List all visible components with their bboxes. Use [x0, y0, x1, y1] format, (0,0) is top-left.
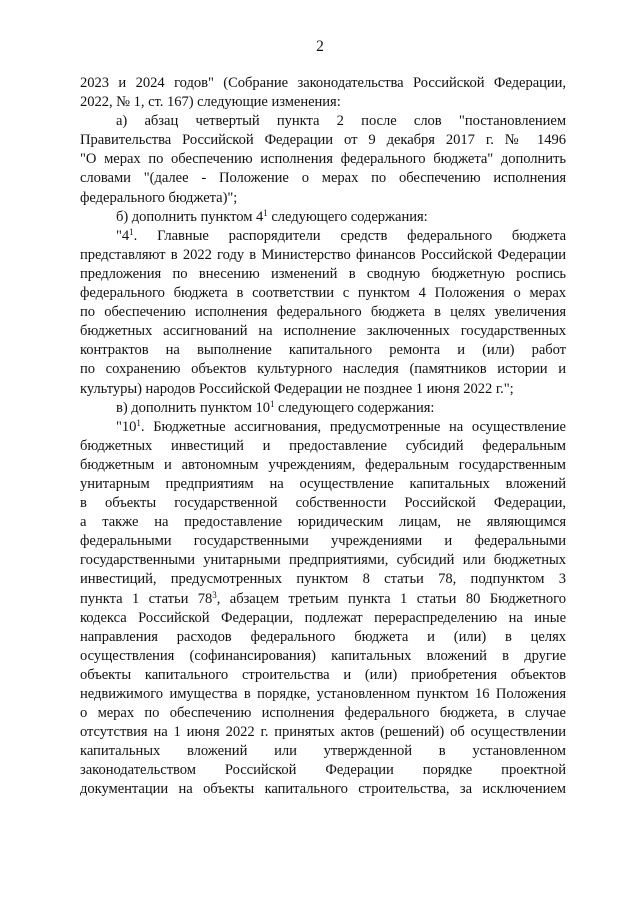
text-line: [80, 456, 566, 475]
text-line-content: государственными унитарными предприятиями, субсидий или бюджетных: [80, 552, 566, 569]
text-line-content: документации на объекты капитального строительства, за исключением: [80, 781, 566, 798]
text-line: [80, 513, 566, 532]
text-line-content: осуществления (софинансирования) капитальных вложений в другие: [80, 647, 566, 664]
text-line: [80, 150, 566, 169]
text-line-content: объекты капитального строительства и (или) приобретения объектов: [80, 666, 566, 683]
text-line: [80, 551, 566, 570]
text-line-content: в объекты государственной собственности Российской Федерации,: [80, 495, 566, 512]
text-line-content: а также на предоставление юридическим лицам, не являющимся: [80, 514, 566, 531]
page-number: 2: [316, 38, 324, 55]
text-line-content: федерального бюджета)";: [80, 189, 238, 206]
text-line-continuation: . Бюджетные ассигнования, предусмотренные на осуществление: [140, 418, 566, 435]
text-line: [80, 208, 566, 227]
text-line: [80, 723, 566, 742]
superscript: 1: [136, 417, 141, 428]
text-line-content: "4: [116, 227, 130, 244]
text-line-content: капитальных вложений или утвержденной в установленном: [80, 743, 566, 760]
text-line: [80, 742, 566, 761]
text-line-content: представляют в 2022 году в Министерство финансов Российской Федерации: [80, 246, 566, 263]
text-line: [80, 341, 566, 360]
text-line: [80, 647, 566, 666]
text-line-continuation: следующего содержания:: [267, 208, 428, 225]
text-line-content: о мерах по обеспечению исполнения федерального бюджета, в случае: [80, 705, 566, 722]
superscript: 1: [263, 207, 268, 218]
text-line: [80, 93, 566, 112]
text-line-continuation: следующего содержания:: [274, 399, 435, 416]
text-line: [80, 227, 566, 246]
text-line: [80, 131, 566, 150]
text-line-content: контрактов на выполнение капитального ремонта и (или) работ: [80, 342, 566, 359]
text-line: [80, 284, 566, 303]
text-line: [80, 399, 566, 418]
text-line-content: предложения по внесению изменений в сводную бюджетную роспись: [80, 265, 566, 282]
text-line-content: "О мерах по обеспечению исполнения федерального бюджета" дополнить: [80, 151, 566, 168]
text-line-content: словами "(далее - Положение о мерах по обеспечению исполнения: [80, 170, 566, 187]
text-line: [80, 380, 566, 399]
text-line: [80, 590, 566, 609]
text-line: [80, 628, 566, 647]
text-line: [80, 475, 566, 494]
text-line-content: унитарным предприятиям на осуществление капитальных вложений: [80, 475, 566, 492]
text-line-content: в) дополнить пунктом 10: [116, 399, 270, 416]
text-line: [80, 189, 566, 208]
text-line: [80, 685, 566, 704]
text-line-content: по сохранению объектов культурного наследия (памятников истории и: [80, 361, 566, 378]
text-line-content: федеральными государственными учреждениями и федеральными: [80, 533, 566, 550]
text-line: [80, 74, 566, 93]
text-line: [80, 437, 566, 456]
text-line-content: Правительства Российской Федерации от 9 декабря 2017 г. № 1496: [80, 132, 566, 149]
text-line-content: а) абзац четвертый пункта 2 после слов "постановлением: [116, 113, 566, 130]
text-line-content: 2023 и 2024 годов" (Собрание законодательства Российской Федерации,: [80, 75, 566, 91]
text-line: [80, 704, 566, 723]
text-line-continuation: , абзацем третьим пункта 1 статьи 80 Бюджетного: [216, 590, 567, 607]
text-line: [80, 532, 566, 551]
text-line-content: "10: [116, 418, 137, 435]
superscript: 3: [212, 589, 217, 600]
text-line-content: законодательством Российской Федерации порядке проектной: [80, 762, 566, 779]
text-line-content: отсутствия на 1 июня 2022 г. принятых актов (решений) об осуществлении: [80, 724, 566, 741]
text-line-content: 2022, № 1, ст. 167) следующие изменения:: [80, 94, 341, 111]
text-line-content: федерального бюджета в соответствии с пунктом 4 Положения о мерах: [80, 285, 566, 302]
text-line: [80, 112, 566, 131]
text-line: [80, 360, 566, 379]
text-line: [80, 761, 566, 780]
text-line: [80, 609, 566, 628]
text-line: [80, 303, 566, 322]
text-line-content: б) дополнить пунктом 4: [116, 208, 264, 225]
text-line-content: пункта 1 статьи 78: [80, 590, 213, 607]
superscript: 1: [129, 226, 134, 237]
text-line: [80, 322, 566, 341]
text-line-content: бюджетным и автономным учреждениям, федеральным государственным: [80, 456, 566, 473]
document-body: [80, 74, 566, 800]
text-line-content: бюджетных инвестиций и предоставление субсидий федеральным: [80, 437, 566, 454]
text-line: [80, 780, 566, 799]
text-line-continuation: . Главные распорядители средств федерального бюджета: [133, 227, 566, 244]
text-line-content: направления расходов федерального бюджета и (или) в целях: [80, 628, 566, 645]
text-line-content: по обеспечению исполнения федерального бюджета в целях увеличения: [80, 304, 566, 321]
text-line-content: недвижимого имущества в порядке, установленном пунктом 16 Положения: [80, 686, 566, 702]
text-line: [80, 418, 566, 437]
text-line: [80, 666, 566, 685]
superscript: 1: [269, 398, 275, 409]
text-line-content: инвестиций, предусмотренных пунктом 8 статьи 78, подпунктом 3: [80, 571, 566, 588]
text-line-content: бюджетных ассигнований на исполнение заключенных государственных: [80, 323, 566, 340]
text-line: [80, 169, 566, 188]
text-line: [80, 494, 566, 513]
text-line: [80, 570, 566, 589]
text-line-content: культуры) народов Российской Федерации не позднее 1 июня 2022 г.";: [80, 380, 514, 397]
text-line-content: кодекса Российской Федерации, подлежат перераспределению на иные: [80, 609, 566, 626]
text-line: [80, 265, 566, 284]
text-line: [80, 246, 566, 265]
